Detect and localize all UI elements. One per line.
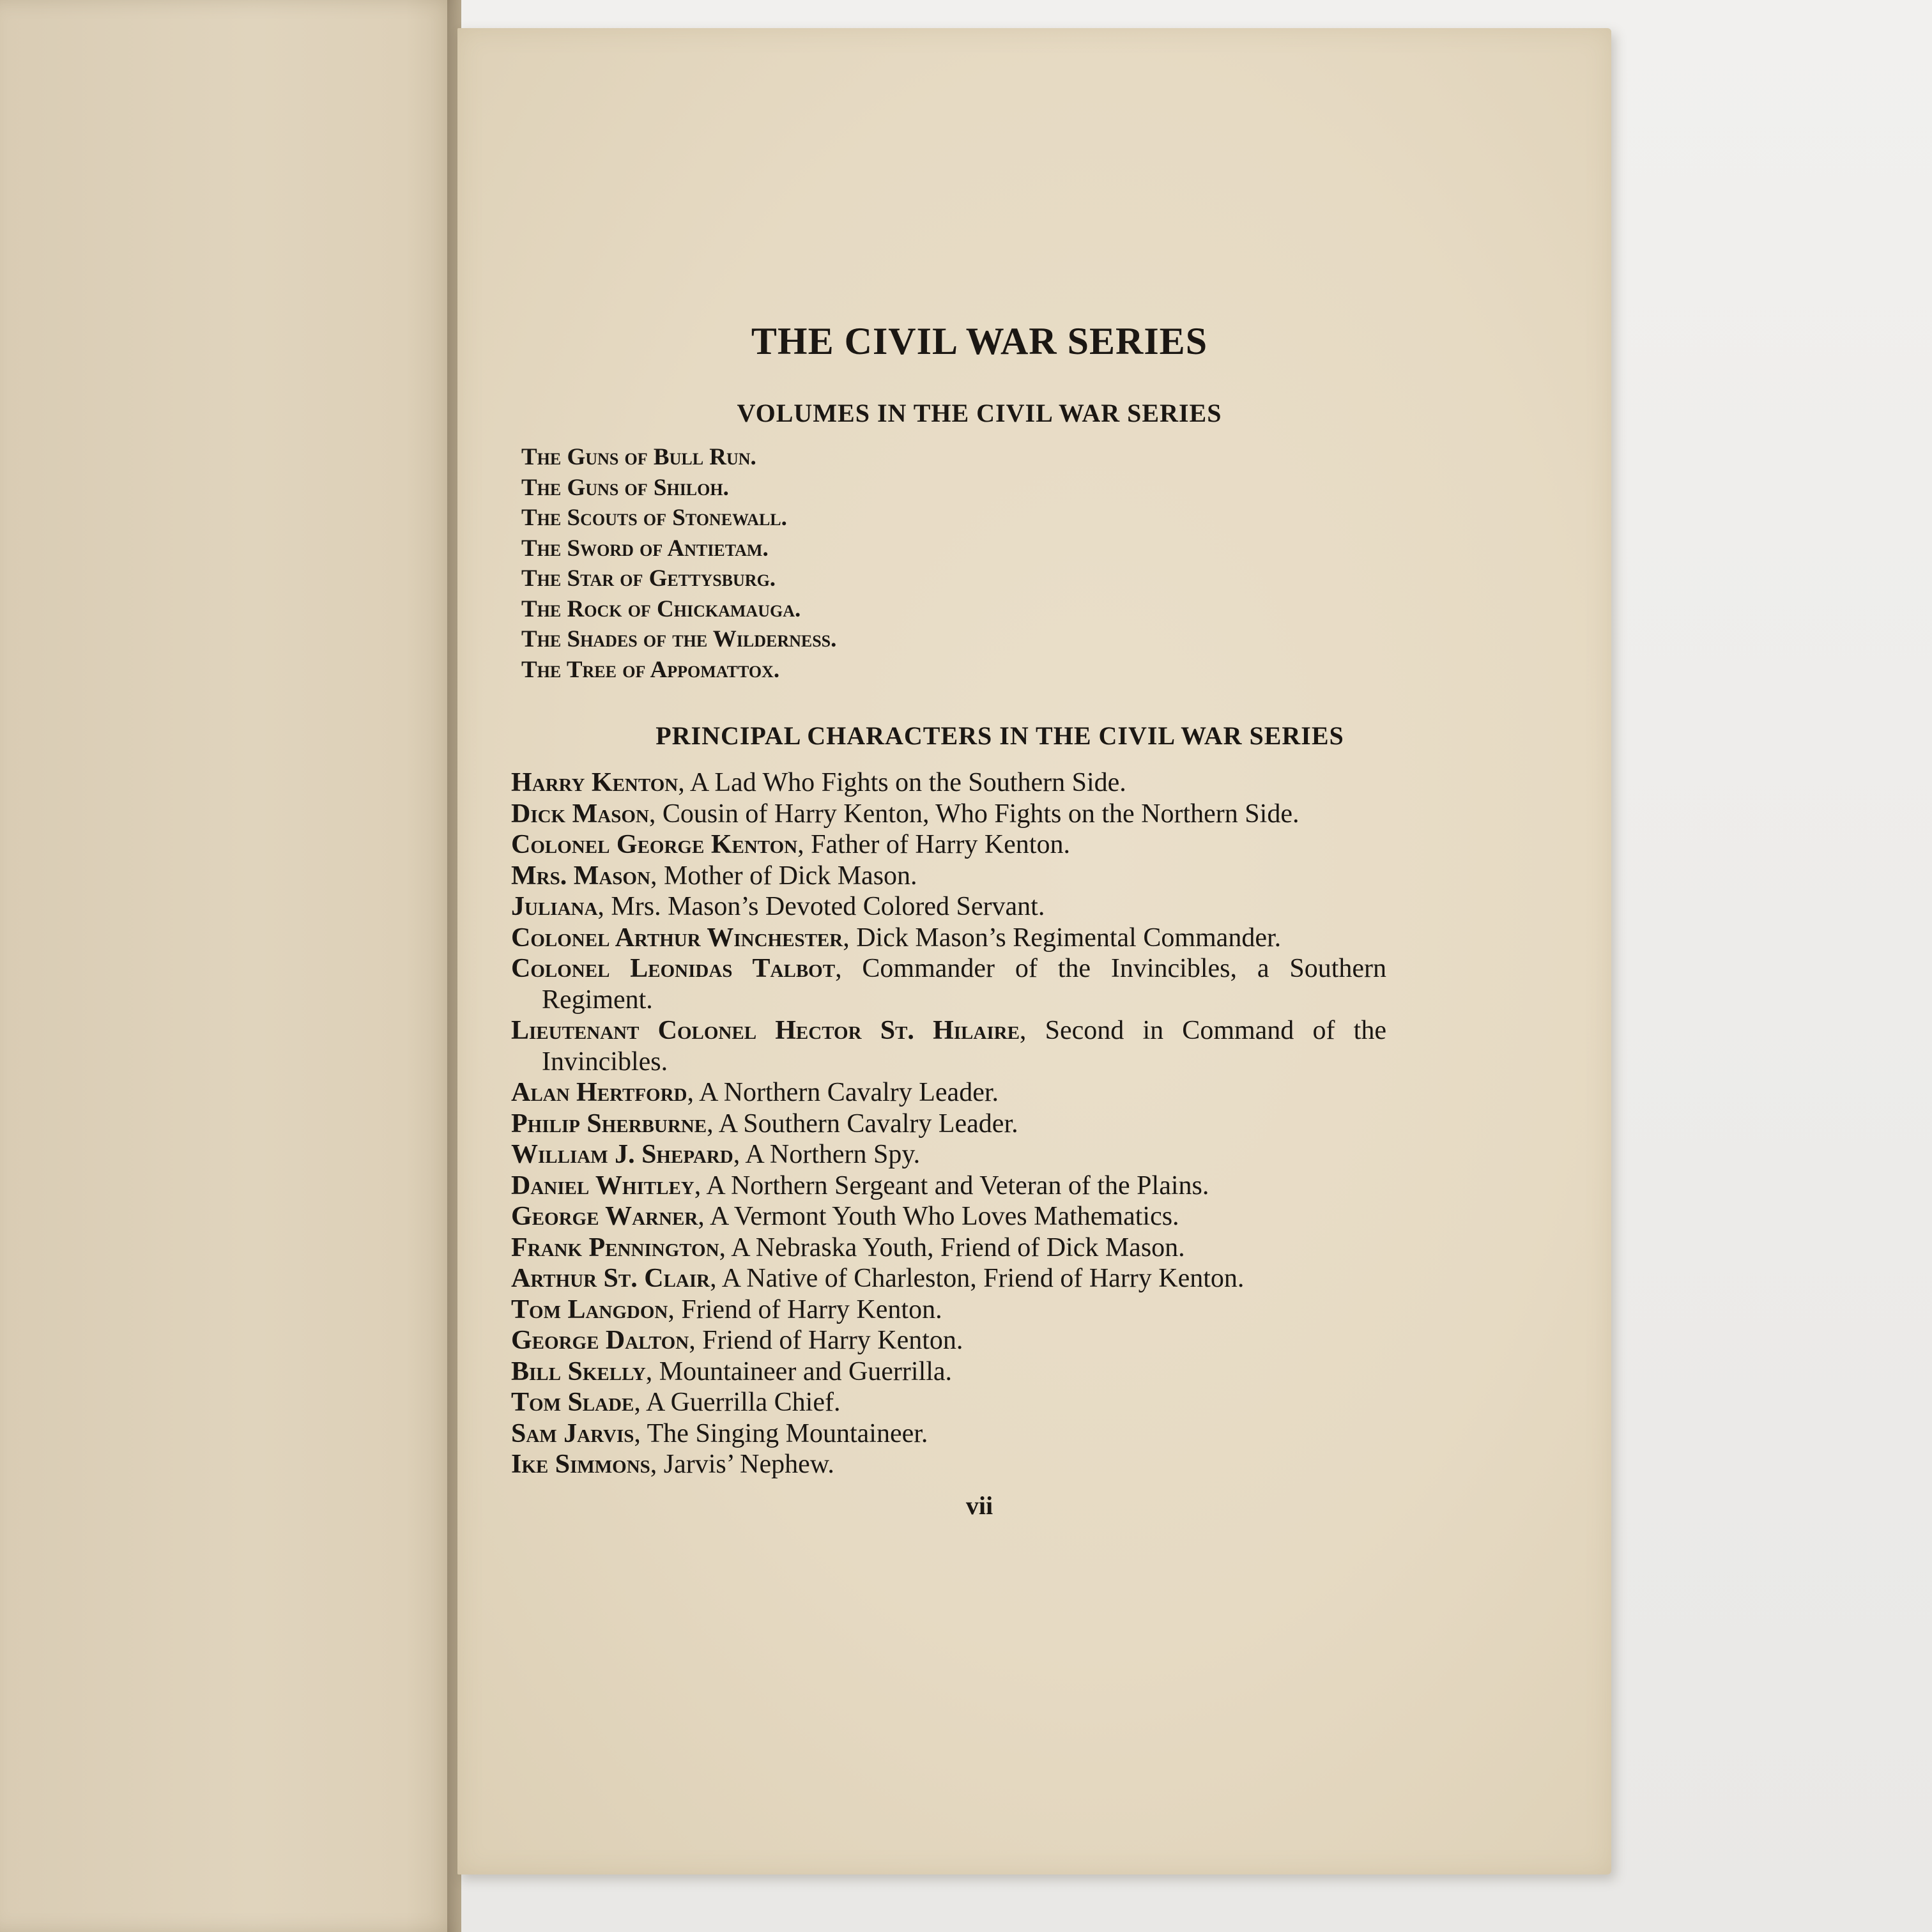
page-content — [511, 319, 1386, 1521]
character-entry — [511, 861, 1386, 892]
volume-item: The Shades of the Wilderness. — [521, 626, 837, 652]
character-name: Sam Jarvis — [511, 1418, 634, 1448]
character-list — [511, 767, 1386, 1480]
character-entry — [511, 799, 1386, 830]
character-description: , Jarvis’ Nephew. — [650, 1450, 834, 1479]
character-name: William J. Shepard — [511, 1140, 733, 1169]
character-description: , A Native of Charleston, Friend of Harry Kenton. — [710, 1264, 1245, 1293]
character-name: George Dalton — [511, 1326, 689, 1355]
character-name: Tom Slade — [511, 1388, 634, 1417]
character-description: , Friend of Harry Kenton. — [668, 1294, 942, 1324]
character-description: , Mrs. Mason’s Devoted Colored Servant. — [597, 892, 1045, 921]
character-entry — [511, 1356, 1386, 1388]
character-name: George Warner — [511, 1202, 698, 1231]
character-description: , Friend of Harry Kenton. — [689, 1326, 963, 1355]
character-entry — [511, 1170, 1386, 1202]
character-entry — [511, 1108, 1386, 1140]
character-description: , A Southern Cavalry Leader. — [707, 1108, 1018, 1138]
character-description: , Cousin of Harry Kenton, Who Fights on the Northern Side. — [648, 799, 1300, 829]
volume-item: The Scouts of Stonewall. — [521, 505, 787, 531]
character-entry — [511, 1201, 1386, 1232]
volumes-heading: VOLUMES IN THE CIVIL WAR SERIES — [737, 399, 1222, 427]
character-name: Colonel Leonidas Talbot — [511, 954, 836, 983]
character-name: Frank Pennington — [511, 1232, 719, 1262]
volume-list — [511, 442, 1386, 685]
character-description: , The Singing Mountaineer. — [634, 1418, 928, 1448]
character-entry — [511, 1139, 1386, 1170]
character-entry — [511, 1449, 1386, 1480]
character-description: , A Nebraska Youth, Friend of Dick Mason. — [719, 1232, 1185, 1262]
character-description: , A Northern Spy. — [733, 1140, 921, 1169]
character-description: , Mother of Dick Mason. — [650, 861, 917, 891]
characters-heading: PRINCIPAL CHARACTERS IN THE CIVIL WAR SERIES — [656, 721, 1344, 750]
character-name: Daniel Whitley — [511, 1170, 694, 1200]
volume-item: The Guns of Bull Run. — [521, 444, 756, 470]
page-number: vii — [965, 1491, 993, 1520]
left-page — [0, 0, 461, 1932]
volume-item: The Guns of Shiloh. — [521, 474, 729, 501]
character-entry — [511, 767, 1386, 799]
character-description: , Father of Harry Kenton. — [797, 830, 1070, 859]
character-entry — [511, 1387, 1386, 1418]
character-description: , A Northern Cavalry Leader. — [687, 1078, 999, 1107]
character-description: , Second in Command of the Invincibles. — [542, 1016, 1386, 1077]
character-name: Juliana — [511, 892, 598, 921]
character-entry — [511, 829, 1386, 861]
character-name: Bill Skelly — [511, 1356, 646, 1386]
character-entry — [511, 923, 1386, 954]
character-entry — [511, 1077, 1386, 1108]
volume-item: The Rock of Chickamauga. — [521, 595, 801, 622]
character-entry — [511, 953, 1386, 1015]
character-entry — [511, 1232, 1386, 1264]
character-description: , A Northern Sergeant and Veteran of the Plains. — [694, 1170, 1209, 1200]
volume-item: The Sword of Antietam. — [521, 535, 769, 562]
character-name: Philip Sherburne — [511, 1108, 707, 1138]
character-name: Arthur St. Clair — [511, 1264, 710, 1293]
character-description: , Dick Mason’s Regimental Commander. — [843, 923, 1282, 953]
character-name: Colonel Arthur Winchester — [511, 923, 843, 953]
character-name: Dick Mason — [511, 799, 649, 829]
series-title: THE CIVIL WAR SERIES — [751, 320, 1208, 362]
volume-item: The Tree of Appomattox. — [521, 656, 780, 683]
character-entry — [511, 1294, 1386, 1326]
character-description: , Mountaineer and Guerrilla. — [645, 1356, 953, 1386]
character-name: Lieutenant Colonel Hector St. Hilaire — [511, 1016, 1020, 1045]
character-name: Tom Langdon — [511, 1294, 668, 1324]
character-entry — [511, 1263, 1386, 1294]
volume-item: The Star of Gettysburg. — [521, 565, 776, 592]
character-name: Alan Hertford — [511, 1078, 687, 1107]
character-description: , A Guerrilla Chief. — [634, 1388, 841, 1417]
character-entry — [511, 1418, 1386, 1450]
character-name: Mrs. Mason — [511, 861, 650, 891]
character-entry — [511, 1015, 1386, 1077]
character-name: Harry Kenton — [511, 768, 678, 797]
character-description: , Commander of the Invincibles, a Southern Regiment. — [542, 954, 1386, 1015]
character-description: , A Vermont Youth Who Loves Mathematics. — [698, 1202, 1179, 1231]
character-name: Colonel George Kenton — [511, 830, 798, 859]
character-entry — [511, 891, 1386, 923]
character-entry — [511, 1325, 1386, 1356]
character-name: Ike Simmons — [511, 1450, 650, 1479]
character-description: , A Lad Who Fights on the Southern Side. — [678, 768, 1126, 797]
